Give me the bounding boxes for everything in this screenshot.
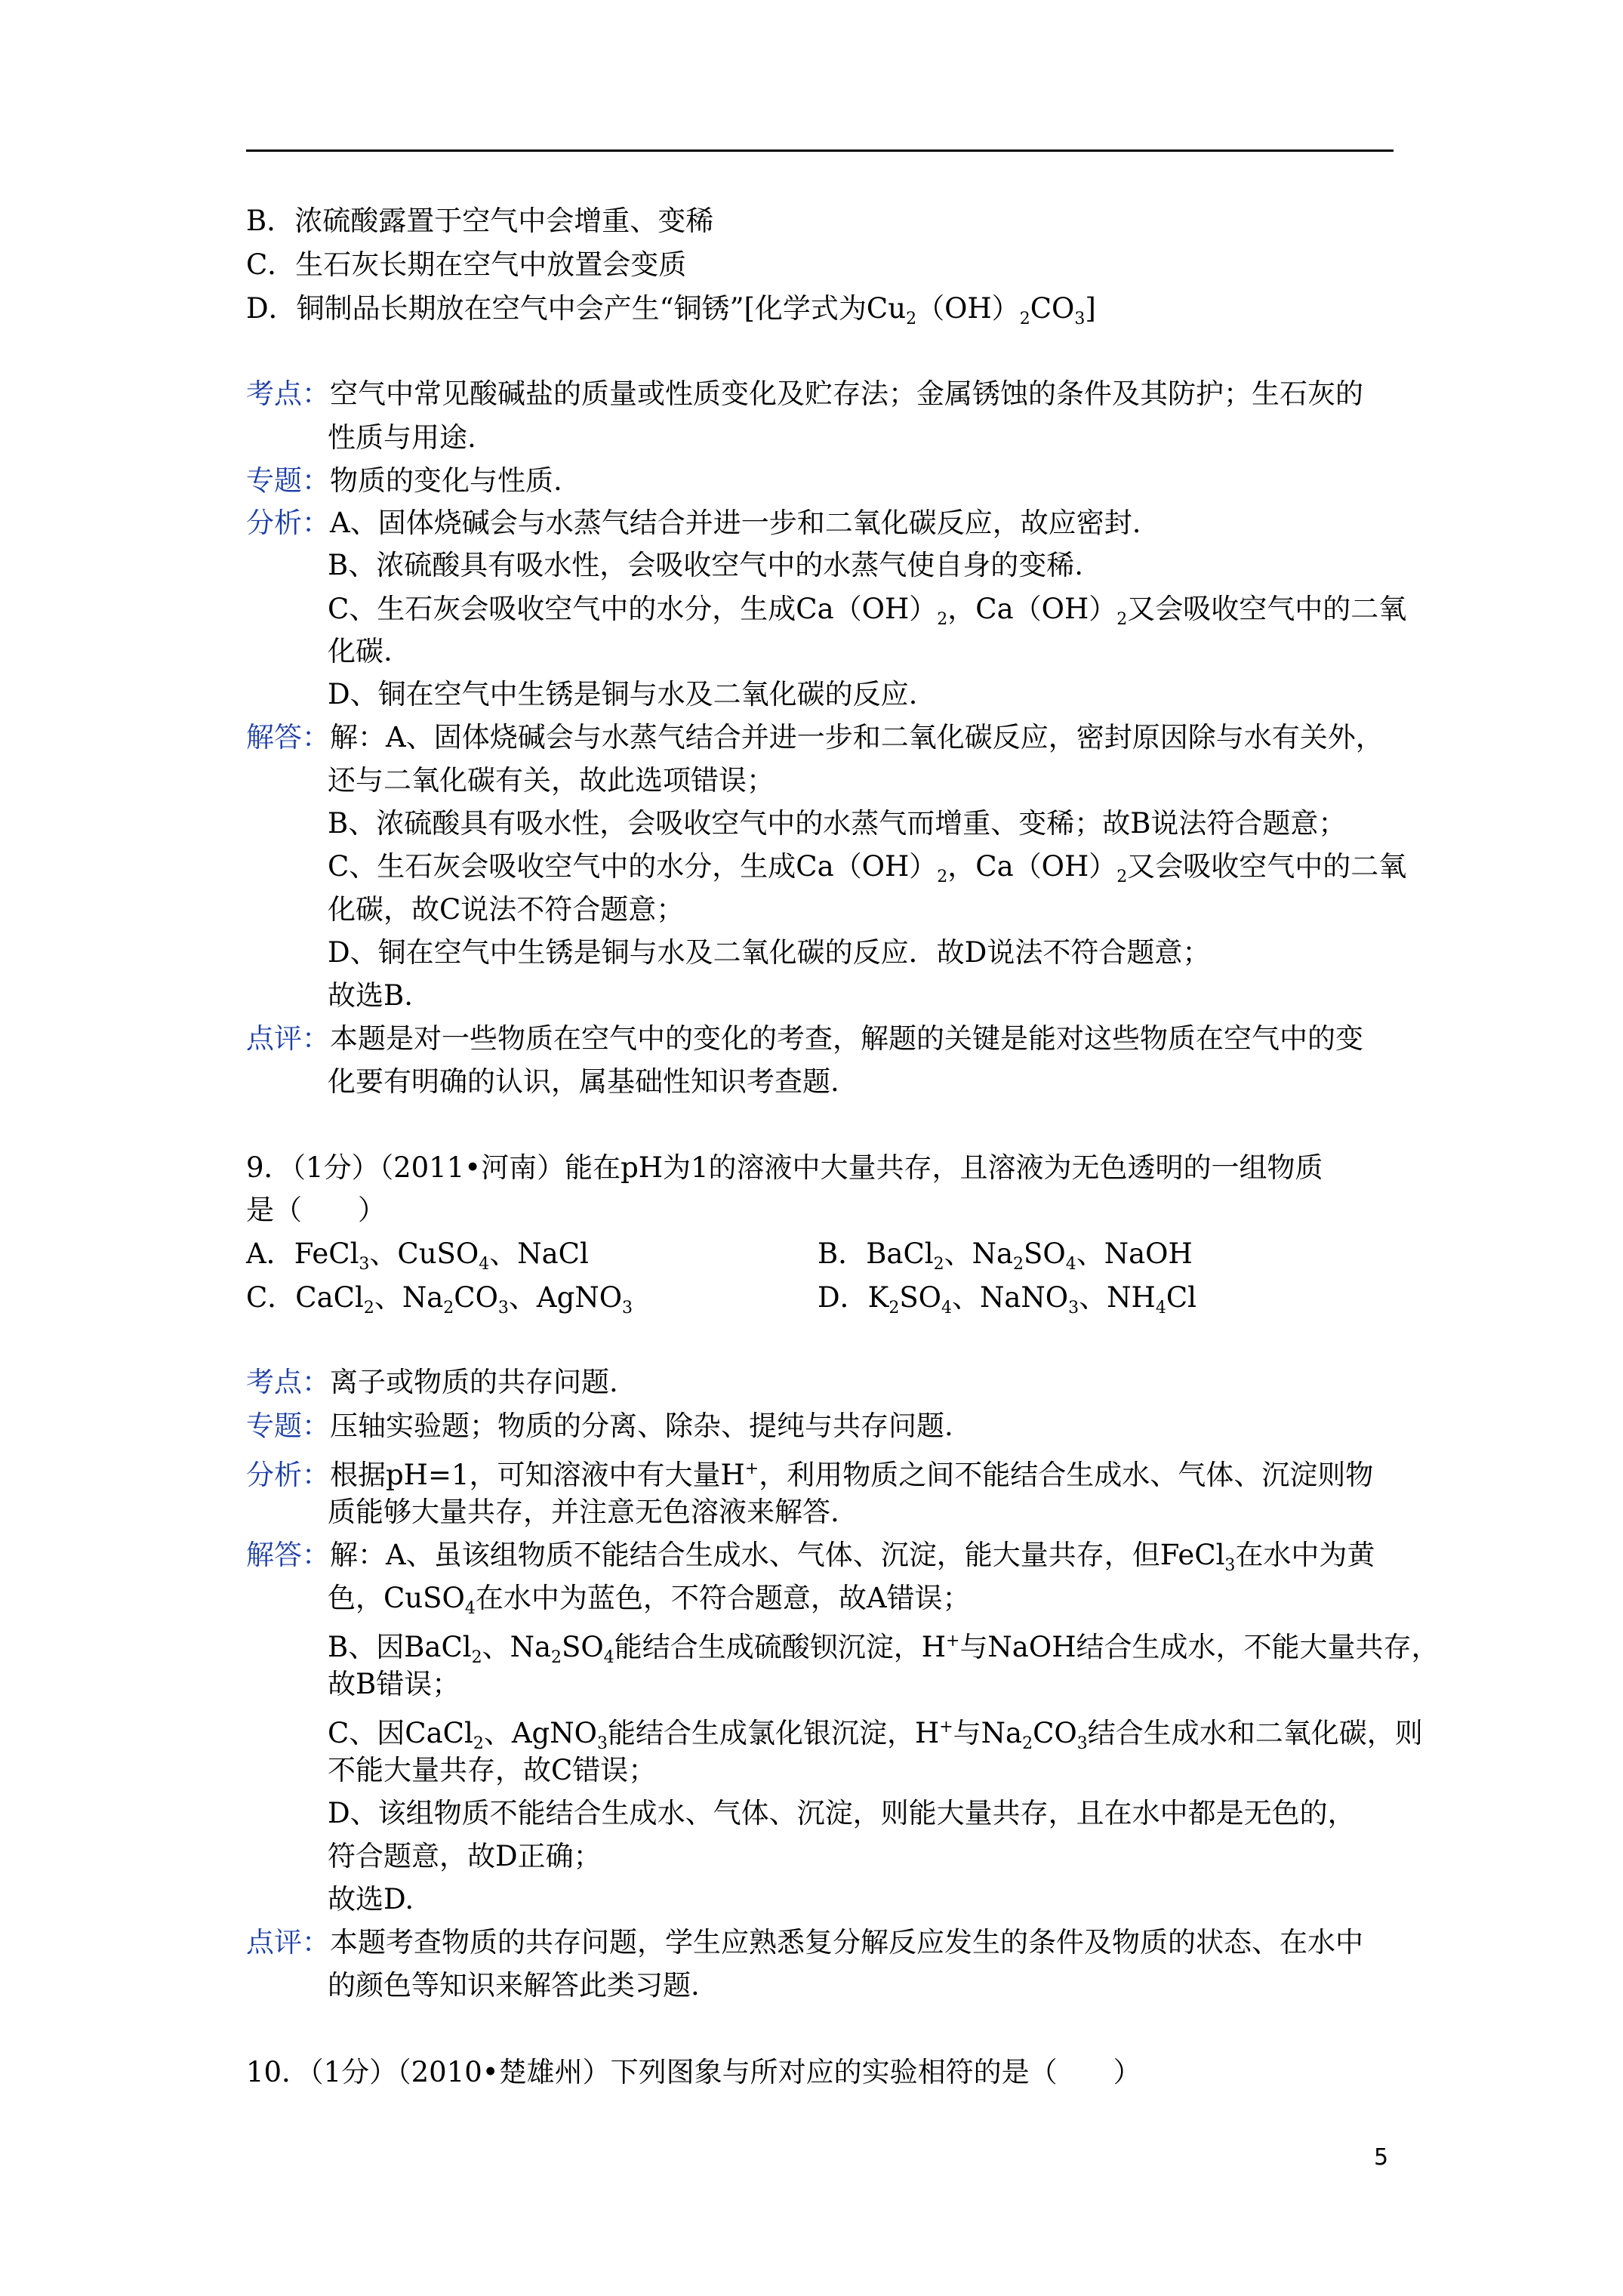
q8-fenxi-5: D、铜在空气中生锈是铜与水及二氧化碳的反应. [328, 678, 918, 710]
fenxi-label: 分析： [246, 1459, 330, 1491]
kaodian-label: 考点： [246, 1366, 330, 1398]
jieda-label: 解答： [246, 721, 330, 754]
q8-jieda-2: 还与二氧化碳有关，故此选项错误； [328, 764, 775, 797]
q9-dianping: 点评：本题考查物质的共存问题，学生应熟悉复分解反应发生的条件及物质的状态、在水中 [246, 1926, 1363, 1959]
q8-jieda-5: 化碳，故C说法不符合题意； [328, 893, 685, 926]
q9-stem-2: 是（ ） [246, 1194, 386, 1226]
q9-jieda-8: 符合题意，故D正确； [328, 1840, 602, 1872]
q9-option-d: D．$K_2SO_4$、NaNO$_3$、$NH_4Cl$ [818, 1281, 1196, 1318]
q8-kaodian: 考点：空气中常见酸碱盐的质量或性质变化及贮存法；金属锈蚀的条件及其防护；生石灰的 [246, 378, 1363, 410]
q8-jieda-6: D、铜在空气中生锈是铜与水及二氧化碳的反应．故D说法不符合题意； [328, 936, 1211, 969]
q9-jieda-5: C、因CaCl$_2$、AgNO$_3$能结合生成氯化银沉淀，H+与$Na_2CO_3$结合生成水和二氧化碳，则 [328, 1717, 1423, 1753]
q8-jieda-3: B、浓硫酸具有吸水性，会吸收空气中的水蒸气而增重、变稀；故B说法符合题意； [328, 807, 1347, 840]
q9-dianping-2: 的颜色等知识来解答此类习题. [328, 1969, 700, 2002]
kaodian-label: 考点： [246, 378, 330, 410]
q8-jieda-4: C、生石灰会吸收空气中的水分，生成$Ca(OH)_2$，$Ca(OH)_2$又会吸收空气中的二氧 [328, 850, 1407, 886]
q8-dianping: 点评：本题是对一些物质在空气中的变化的考查，解题的关键是能对这些物质在空气中的变 [246, 1022, 1363, 1055]
fenxi-label: 分析： [246, 507, 330, 539]
q9-jieda-2: 色，CuSO$_4$在水中为蓝色，不符合题意，故A错误； [328, 1582, 971, 1618]
q9-jieda-9: 故选D. [328, 1883, 414, 1915]
q8-zhuanti: 专题：物质的变化与性质. [246, 464, 562, 497]
q8-jieda: 解答：解：A、固体烧碱会与水蒸气结合并进一步和二氧化碳反应，密封原因除与水有关外， [246, 721, 1384, 754]
q9-stem: 9．（1分）（2011•河南）能在pH为1的溶液中大量共存，且溶液为无色透明的一组物质 [246, 1151, 1323, 1184]
q9-jieda-3: B、因BaCl$_2$、$Na_2SO_4$能结合生成硫酸钡沉淀，H+与NaOH结合生成水，不能大量共存， [328, 1631, 1440, 1667]
q9-zhuanti: 专题：压轴实验题；物质的分离、除杂、提纯与共存问题. [246, 1410, 953, 1442]
dianping-label: 点评： [246, 1926, 330, 1959]
q8-fenxi-4: 化碳. [328, 635, 393, 667]
q8-jieda-7: 故选B. [328, 979, 413, 1012]
q9-option-a: A．FeCl$_3$、CuSO$_4$、NaCl [246, 1237, 589, 1274]
q9-kaodian: 考点：离子或物质的共存问题. [246, 1366, 618, 1398]
q9-fenxi: 分析：根据pH=1，可知溶液中有大量H+，利用物质之间不能结合生成水、气体、沉淀则物 [246, 1459, 1374, 1491]
q8-option-c: C．生石灰长期在空气中放置会变质 [246, 248, 687, 281]
q8-dianping-2: 化要有明确的认识，属基础性知识考查题. [328, 1065, 839, 1098]
q8-fenxi-2: B、浓硫酸具有吸水性，会吸收空气中的水蒸气使自身的变稀. [328, 549, 1083, 581]
page-number: 5 [1374, 2144, 1389, 2171]
dianping-label: 点评： [246, 1022, 330, 1055]
jieda-label: 解答： [246, 1539, 330, 1571]
q9-option-b: B．BaCl$_2$、$Na_2SO_4$、NaOH [818, 1237, 1193, 1274]
q9-jieda: 解答：解：A、虽该组物质不能结合生成水、气体、沉淀，能大量共存，但FeCl$_3$在水中为黄 [246, 1539, 1375, 1575]
zhuanti-label: 专题： [246, 1410, 330, 1442]
q10-stem: 10．（1分）（2010•楚雄州）下列图象与所对应的实验相符的是（ ） [246, 2056, 1141, 2088]
q8-fenxi-3: C、生石灰会吸收空气中的水分，生成$Ca(OH)_2$，$Ca(OH)_2$又会吸收空气中的二氧 [328, 593, 1407, 629]
q9-jieda-6: 不能大量共存，故C错误； [328, 1754, 657, 1786]
q9-fenxi-2: 质能够大量共存，并注意无色溶液来解答. [328, 1496, 839, 1528]
q8-kaodian-cont: 性质与用途. [328, 421, 476, 454]
zhuanti-label: 专题： [246, 464, 330, 497]
header-rule [246, 149, 1394, 152]
q8-fenxi: 分析：A、固体烧碱会与水蒸气结合并进一步和二氧化碳反应，故应密封. [246, 507, 1141, 539]
q9-jieda-7: D、该组物质不能结合生成水、气体、沉淀，则能大量共存，且在水中都是无色的， [328, 1797, 1356, 1829]
q8-option-d: D．铜制品长期放在空气中会产生“铜锈”[化学式为$Cu_2(OH)_2CO_3$] [246, 292, 1096, 328]
q9-option-c: C．CaCl$_2$、$Na_2CO_3$、AgNO$_3$ [246, 1281, 633, 1318]
q9-jieda-4: 故B错误； [328, 1668, 460, 1700]
q8-option-b: B．浓硫酸露置于空气中会增重、变稀 [246, 205, 714, 237]
